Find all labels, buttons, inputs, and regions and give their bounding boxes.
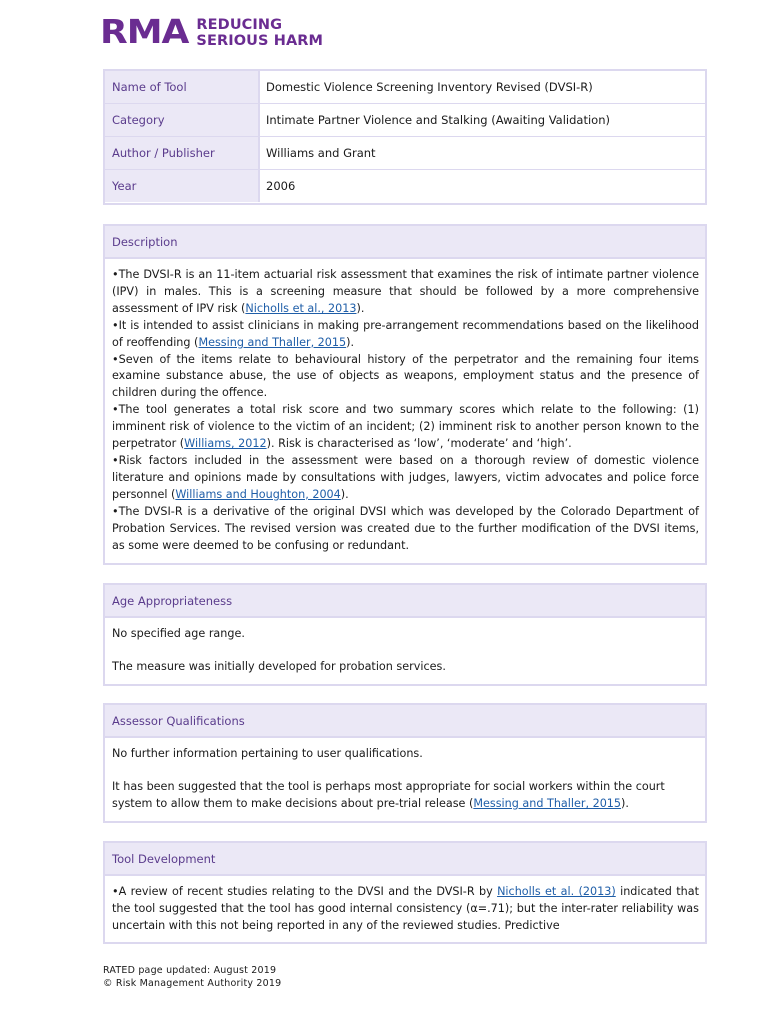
section-heading: Assessor Qualifications	[105, 705, 705, 738]
rma-logo	[100, 13, 324, 52]
bullet-text: ).	[346, 335, 355, 349]
info-row-category	[105, 104, 705, 137]
info-key: Year	[105, 170, 260, 202]
page-footer	[103, 964, 281, 990]
info-value: Intimate Partner Violence and Stalking (Awaiting Validation)	[266, 113, 610, 127]
citation-link[interactable]: Williams, 2012	[184, 437, 267, 451]
description-bullet	[112, 402, 699, 453]
qualifications-paragraph	[112, 779, 699, 813]
logo-tagline	[196, 17, 323, 49]
description-bullet	[112, 267, 699, 318]
tool-info-table	[103, 69, 707, 205]
section-heading: Description	[105, 226, 705, 259]
description-bullet: •Seven of the items relate to behavioural history of the perpetrator and the remaining four items examine substance abuse, the use of objects as weapons, employment status and the presence of children during the offence.	[112, 352, 699, 400]
citation-link[interactable]: Messing and Thaller, 2015	[198, 335, 347, 349]
paragraph-text: It has been suggested that the tool is perhaps most appropriate for social workers within the court system to allow them to make decisions about pre-trial release (	[112, 779, 665, 810]
info-value: Williams and Grant	[266, 146, 376, 160]
age-paragraph: No specified age range.	[112, 627, 245, 640]
bullet-text: •The DVSI-R is an 11-item actuarial risk assessment that examines the risk of intimate partner violence (IPV) in males. This is a screening measure that should be followed by a more comprehensive assessment of IPV risk (	[112, 268, 699, 315]
description-bullet: •The DVSI-R is a derivative of the original DVSI which was developed by the Colorado Department of Probation Services. The revised version was created due to the further modification of the DVSI items, as some were deemed to be confusing or redundant.	[112, 504, 699, 552]
paragraph-text: ).	[621, 796, 629, 810]
age-appropriateness-section	[103, 583, 707, 686]
assessor-qualifications-section	[103, 703, 707, 823]
info-key: Name of Tool	[105, 71, 260, 103]
qualifications-body	[105, 738, 705, 819]
description-section	[103, 224, 707, 565]
bullet-text: •The tool generates a total risk score and two summary scores which relate to the following: (1) imminent risk of violence to the victim of an incident; (2) imminent risk to another person known to the perpetrator (	[112, 403, 699, 451]
section-heading: Tool Development	[105, 843, 705, 876]
description-bullet	[112, 453, 699, 504]
info-row-year	[105, 170, 705, 202]
age-paragraph: The measure was initially developed for probation services.	[112, 659, 446, 673]
bullet-text: ). Risk is characterised as ‘low’, ‘moderate’ and ‘high’.	[266, 437, 572, 451]
info-key: Category	[105, 104, 260, 136]
description-body	[105, 259, 705, 560]
bullet-text: ).	[356, 301, 365, 315]
info-key: Author / Publisher	[105, 137, 260, 169]
age-body	[105, 618, 705, 682]
footer-copyright: © Risk Management Authority 2019	[103, 978, 282, 989]
bullet-text: •A review of recent studies relating to the DVSI and the DVSI-R by	[112, 885, 498, 898]
info-value: Domestic Violence Screening Inventory Revised (DVSI-R)	[266, 80, 593, 94]
info-row-name	[105, 71, 705, 104]
bullet-text: ).	[340, 487, 349, 501]
logo-tagline-line2: SERIOUS HARM	[196, 33, 324, 49]
citation-link[interactable]: Nicholls et al., 2013	[245, 301, 357, 315]
info-value: 2006	[266, 179, 296, 193]
description-bullet	[112, 318, 699, 352]
development-body	[105, 876, 705, 941]
section-heading: Age Appropriateness	[105, 585, 705, 618]
citation-link[interactable]: Messing and Thaller, 2015	[473, 796, 622, 810]
logo-mark: RMA	[100, 13, 189, 52]
info-row-author	[105, 137, 705, 170]
footer-updated: RATED page updated: August 2019	[103, 965, 277, 976]
bullet-text: indicated that the tool suggested that the tool has good internal consistency (α=.71); but the inter-rater reliability was uncertain with this not being reported in any of the reviewed studies. Predictive	[112, 885, 699, 932]
bullet-text: •It is intended to assist clinicians in making pre-arrangement recommendations based on the likelihood of reoffending (	[112, 318, 699, 349]
citation-link[interactable]: Nicholls et al. (2013)	[497, 885, 616, 898]
tool-development-section	[103, 841, 707, 944]
qualifications-paragraph: No further information pertaining to user qualifications.	[112, 747, 423, 760]
bullet-text: •Risk factors included in the assessment were based on a thorough review of domestic violence literature and opinions made by consultations with judges, lawyers, victim advocates and police force personnel (	[112, 453, 699, 501]
citation-link[interactable]: Williams and Houghton, 2004	[175, 487, 341, 501]
development-bullet	[112, 884, 699, 935]
logo-tagline-line1: REDUCING	[196, 17, 283, 33]
